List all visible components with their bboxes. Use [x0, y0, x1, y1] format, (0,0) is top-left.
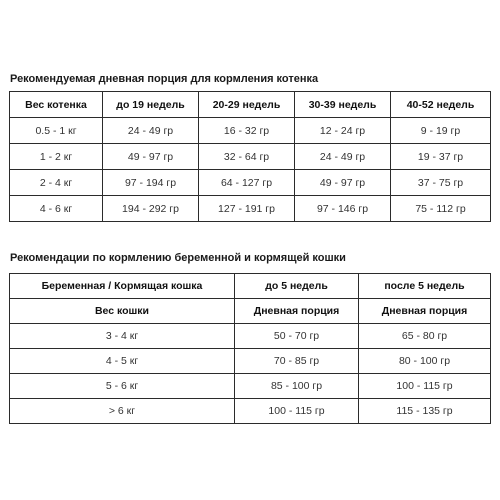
table-cell: 2 - 4 кг: [10, 170, 103, 196]
column-header-daily-portion: Дневная порция: [235, 299, 359, 324]
column-header-weight: Вес котенка: [10, 92, 103, 118]
table-cell: 12 - 24 гр: [295, 118, 391, 144]
kitten-feeding-table: [9, 91, 491, 222]
table-cell: 75 - 112 гр: [391, 196, 491, 222]
table-cell: 70 - 85 гр: [235, 349, 359, 374]
table-row: [10, 374, 491, 399]
table-cell: 49 - 97 гр: [295, 170, 391, 196]
kitten-section-title: Рекомендуемая дневная порция для кормления котенка: [10, 73, 319, 85]
table-cell: 85 - 100 гр: [235, 374, 359, 399]
table-row: [10, 324, 491, 349]
table-cell: 80 - 100 гр: [359, 349, 491, 374]
pregnant-section-title: Рекомендации по кормлению беременной и кормящей кошки: [10, 252, 346, 264]
table-row: [10, 144, 491, 170]
table-cell: 64 - 127 гр: [199, 170, 295, 196]
table-cell: 49 - 97 гр: [103, 144, 199, 170]
table-cell: 37 - 75 гр: [391, 170, 491, 196]
table-cell: 100 - 115 гр: [359, 374, 491, 399]
table-row: [10, 170, 491, 196]
column-header-age: 40-52 недель: [391, 92, 491, 118]
column-header-period: после 5 недель: [359, 274, 491, 299]
table-cell: 24 - 49 гр: [103, 118, 199, 144]
table-cell: 9 - 19 гр: [391, 118, 491, 144]
table-cell: 97 - 146 гр: [295, 196, 391, 222]
table-cell: 194 - 292 гр: [103, 196, 199, 222]
table-row: [10, 399, 491, 424]
table-cell: 19 - 37 гр: [391, 144, 491, 170]
table-row: [10, 118, 491, 144]
column-header-weight: Вес кошки: [10, 299, 235, 324]
table-cell: 0.5 - 1 кг: [10, 118, 103, 144]
table-cell: 115 - 135 гр: [359, 399, 491, 424]
table-cell: > 6 кг: [10, 399, 235, 424]
table-header-row: [10, 299, 491, 324]
table-cell: 100 - 115 гр: [235, 399, 359, 424]
column-header-age: до 19 недель: [103, 92, 199, 118]
table-cell: 3 - 4 кг: [10, 324, 235, 349]
column-header-daily-portion: Дневная порция: [359, 299, 491, 324]
column-header-cat-type: Беременная / Кормящая кошка: [10, 274, 235, 299]
column-header-age: 20-29 недель: [199, 92, 295, 118]
pregnant-cat-feeding-table: [9, 273, 491, 424]
table-cell: 4 - 5 кг: [10, 349, 235, 374]
table-cell: 4 - 6 кг: [10, 196, 103, 222]
column-header-age: 30-39 недель: [295, 92, 391, 118]
table-cell: 24 - 49 гр: [295, 144, 391, 170]
table-cell: 97 - 194 гр: [103, 170, 199, 196]
table-cell: 16 - 32 гр: [199, 118, 295, 144]
table-header-row: [10, 92, 491, 118]
table-header-row: [10, 274, 491, 299]
table-cell: 50 - 70 гр: [235, 324, 359, 349]
column-header-period: до 5 недель: [235, 274, 359, 299]
table-cell: 65 - 80 гр: [359, 324, 491, 349]
table-row: [10, 349, 491, 374]
table-cell: 5 - 6 кг: [10, 374, 235, 399]
table-cell: 32 - 64 гр: [199, 144, 295, 170]
table-cell: 127 - 191 гр: [199, 196, 295, 222]
table-row: [10, 196, 491, 222]
table-cell: 1 - 2 кг: [10, 144, 103, 170]
